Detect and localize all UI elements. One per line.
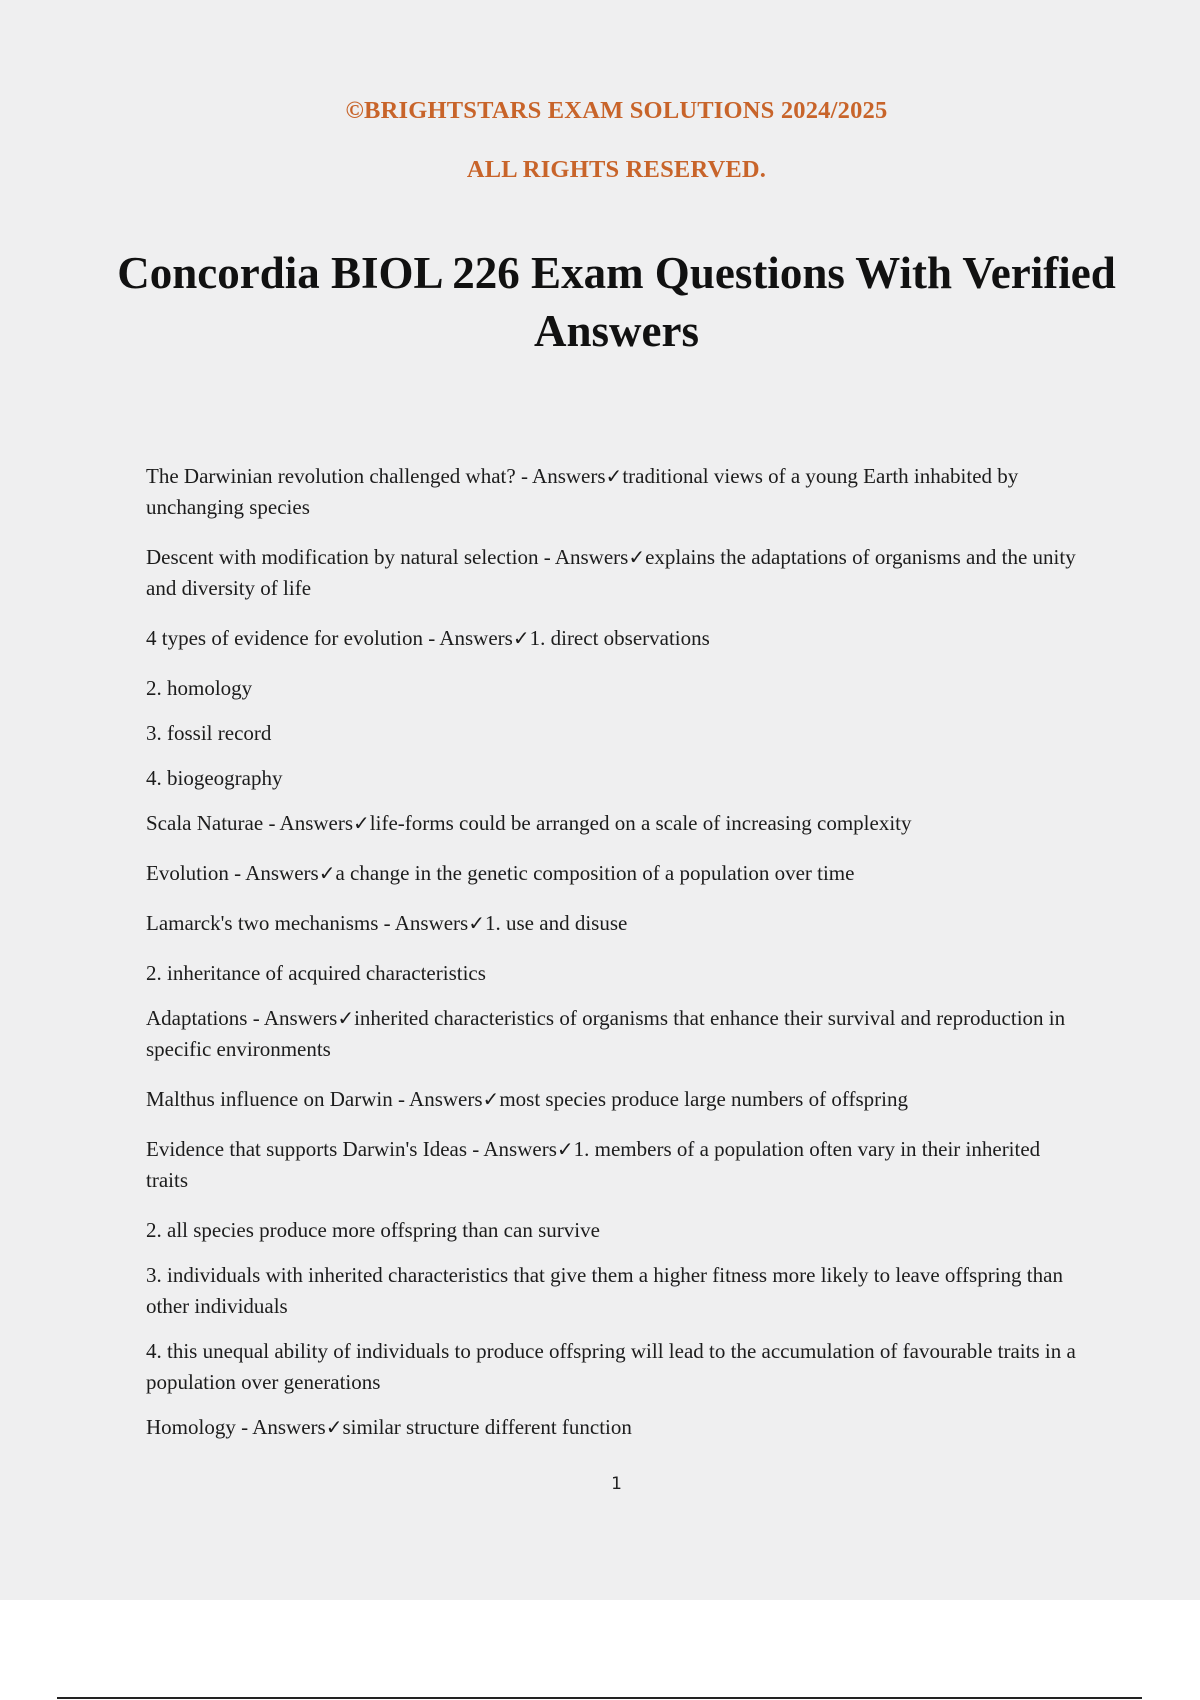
qa-question: Descent with modification by natural selection <box>146 545 539 569</box>
checkmark-icon: ✓ <box>605 464 623 488</box>
checkmark-icon: ✓ <box>468 911 485 935</box>
qa-entry: Malthus influence on Darwin - Answers✓most species produce large numbers of offspring <box>146 1087 908 1111</box>
qa-list-continuation: 4. biogeography <box>146 766 283 790</box>
qa-entry <box>146 1215 1086 1246</box>
bottom-divider <box>57 1697 1142 1699</box>
qa-entry: Evidence that supports Darwin's Ideas - Answers✓1. members of a population often vary in their inherited traits <box>146 1137 1041 1192</box>
answers-label: Answers <box>439 626 513 650</box>
qa-question: Adaptations <box>146 1006 248 1030</box>
checkmark-icon: ✓ <box>353 811 370 835</box>
checkmark-icon: ✓ <box>628 545 646 569</box>
qa-entry <box>146 958 1086 989</box>
qa-entry <box>146 1336 1086 1398</box>
qa-list-continuation: 2. homology <box>146 676 253 700</box>
qa-entry: Scala Naturae - Answers✓life-forms could be arranged on a scale of increasing complexity <box>146 811 912 835</box>
qa-answer: inherited characteristics of organisms that enhance their survival and reproduction in specific environments <box>146 1006 1066 1061</box>
checkmark-icon: ✓ <box>337 1006 355 1030</box>
answers-label: Answers <box>245 861 319 885</box>
qa-list-continuation: 3. fossil record <box>146 721 272 745</box>
qa-question: The Darwinian revolution challenged what? <box>146 464 516 488</box>
answers-label: Answers <box>252 1415 326 1439</box>
qa-entry: Adaptations - Answers✓inherited characteristics of organisms that enhance their survival and reproduction in specific environments <box>146 1006 1066 1061</box>
answers-label: Answers <box>532 464 606 488</box>
page-number: 1 <box>611 1474 622 1494</box>
document-title: Concordia BIOL 226 Exam Questions With Verified Answers <box>117 248 1116 356</box>
qa-answer: traditional views of a young Earth inhabited by unchanging species <box>146 464 1019 519</box>
qa-answer: most species produce large numbers of offspring <box>499 1087 908 1111</box>
answers-label: Answers <box>409 1087 483 1111</box>
qa-answer: 1. use and disuse <box>485 911 628 935</box>
qa-entry <box>146 763 1086 794</box>
qa-entry <box>146 718 1086 749</box>
answers-label: Answers <box>263 1006 338 1030</box>
qa-list-continuation: 3. individuals with inherited characteristics that give them a higher fitness more likely to leave offspring than other individuals <box>146 1263 1063 1318</box>
qa-answer: 1. direct observations <box>529 626 710 650</box>
rights-header: ALL RIGHTS RESERVED. <box>466 156 767 183</box>
checkmark-icon: ✓ <box>325 1415 343 1439</box>
qa-entry: 4 types of evidence for evolution - Answers✓1. direct observations <box>146 626 710 650</box>
qa-question: Evolution <box>146 861 229 885</box>
qa-answer: life-forms could be arranged on a scale of increasing complexity <box>369 811 912 835</box>
answers-label: Answers <box>483 1137 557 1161</box>
qa-entry: Homology - Answers✓similar structure different function <box>146 1415 632 1439</box>
qa-question: 4 types of evidence for evolution <box>146 626 423 650</box>
qa-entry <box>146 1260 1086 1322</box>
qa-list-continuation: 2. all species produce more offspring than can survive <box>146 1218 600 1242</box>
qa-answer: a change in the genetic composition of a population over time <box>335 861 855 885</box>
answers-label: Answers <box>394 911 469 935</box>
qa-answer: explains the adaptations of organisms and the unity and diversity of life <box>146 545 1076 600</box>
checkmark-icon: ✓ <box>482 1087 500 1111</box>
qa-question: Malthus influence on Darwin <box>146 1087 393 1111</box>
qa-entry: Evolution - Answers✓a change in the genetic composition of a population over time <box>146 861 855 885</box>
qa-answer: 1. members of a population often vary in their inherited traits <box>146 1137 1041 1192</box>
qa-question: Evidence that supports Darwin's Ideas <box>146 1137 468 1161</box>
qa-entry: Descent with modification by natural selection - Answers✓explains the adaptations of organisms and the unity and diversity of life <box>146 545 1076 600</box>
answers-label: Answers <box>554 545 629 569</box>
checkmark-icon: ✓ <box>556 1137 574 1161</box>
qa-question: Scala Naturae <box>146 811 264 835</box>
qa-entry <box>146 673 1086 704</box>
checkmark-icon: ✓ <box>512 626 530 650</box>
qa-entry: Lamarck's two mechanisms - Answers✓1. use and disuse <box>146 911 628 935</box>
qa-list-continuation: 4. this unequal ability of individuals to produce offspring will lead to the accumulation of favourable traits in a population over generations <box>146 1339 1076 1394</box>
qa-answer: similar structure different function <box>342 1415 632 1439</box>
qa-entry: The Darwinian revolution challenged what? - Answers✓traditional views of a young Earth inhabited by unchanging species <box>146 464 1019 519</box>
qa-question: Lamarck's two mechanisms <box>146 911 379 935</box>
answers-label: Answers <box>279 811 354 835</box>
qa-question: Homology <box>146 1415 236 1439</box>
qa-list-continuation: 2. inheritance of acquired characteristics <box>146 961 486 985</box>
checkmark-icon: ✓ <box>318 861 336 885</box>
copyright-header: ©BRIGHTSTARS EXAM SOLUTIONS 2024/2025 <box>345 97 888 124</box>
qa-list <box>146 461 1086 1462</box>
